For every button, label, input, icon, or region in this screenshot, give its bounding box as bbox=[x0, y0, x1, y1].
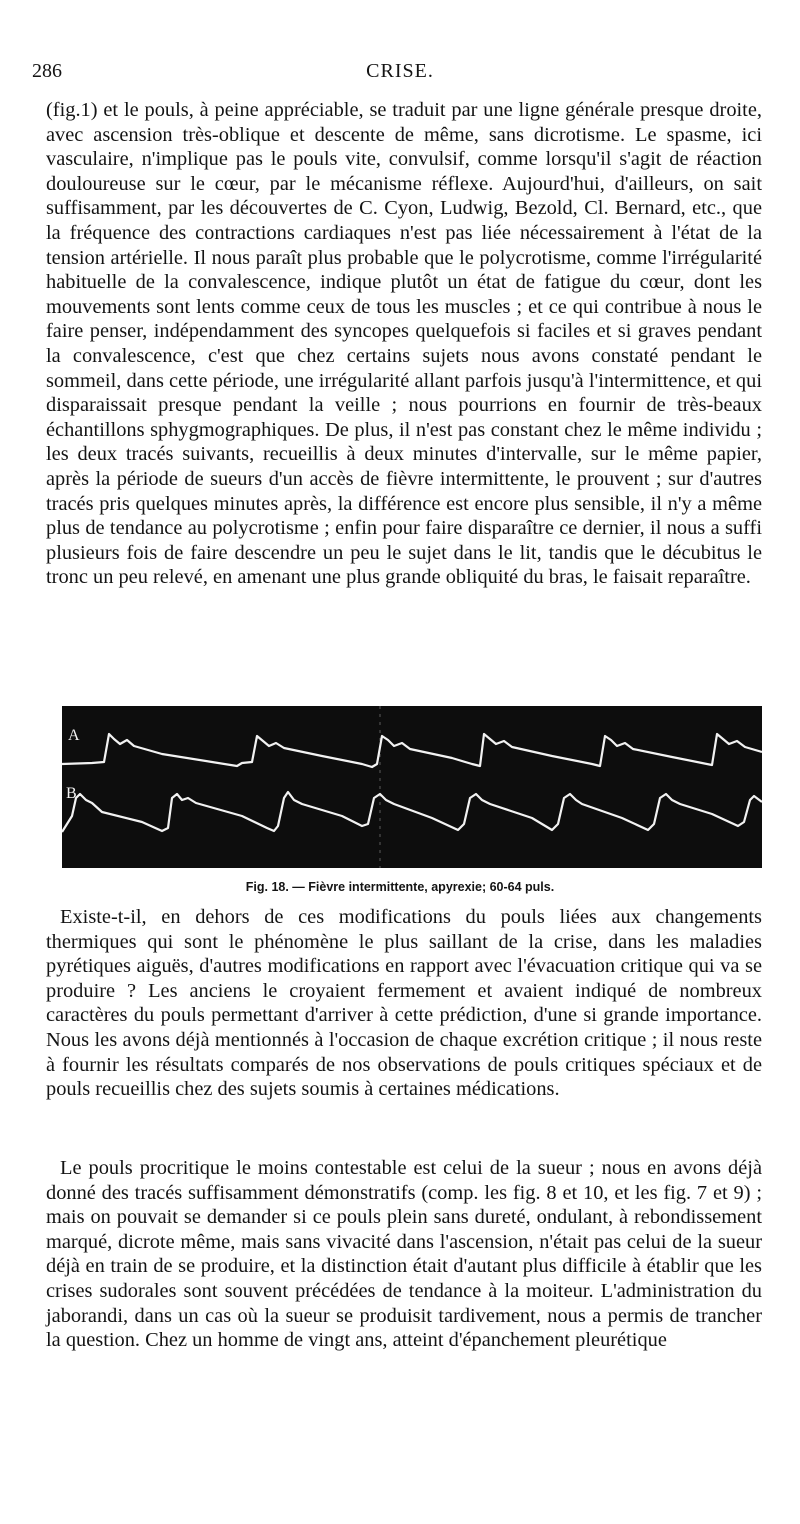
pulse-tracing-a bbox=[62, 734, 762, 767]
sphygmograph-tracings bbox=[62, 706, 762, 868]
running-head: CRISE. bbox=[366, 60, 434, 82]
tracing-a-label: A bbox=[68, 727, 80, 744]
page-number: 286 bbox=[32, 60, 62, 82]
paragraph-1: (fig.1) et le pouls, à peine appréciable, se traduit par une ligne générale presque droite, avec ascension très-oblique et descente de même, sans dicrotisme. Le spasme, ici vasculaire, n'implique pas le pouls vite, convulsif, comme lorsqu'il s'agit de réaction douloureuse sur le cœur, par le mécanisme réflexe. Aujourd'hui, d'ailleurs, on sait suffisamment, par les découvertes de C. Cyon, Ludwig, Bezold, Cl. Bernard, etc., que la fréquence des contractions cardiaques n'est pas liée nécessairement à l'état de la tension artérielle. Il nous paraît plus probable que le polycrotisme, comme l'irrégularité habituelle de la convalescence, indique plutôt un état de fatigue du cœur, dont les mouvements sont lents comme ceux de tous les muscles ; et ce qui contribue à nous le faire penser, indépendamment des syncopes quelquefois si faciles et si graves pendant la convalescence, c'est que chez certains sujets nous avons constaté pendant le sommeil, dans cette période, une irrégularité allant parfois jusqu'à l'intermittence, et qui disparaissait presque pendant la veille ; nous pourrions en fournir de très-beaux échantillons sphygmographiques. De plus, il n'est pas constant chez le même individu ; les deux tracés suivants, recueillis à deux minutes d'intervalle, sur le même papier, après la période de sueurs d'un accès de fièvre intermittente, le prouvent ; sur d'autres tracés pris quelques minutes après, la différence est encore plus sensible, il n'y a même plus de tendance au polycrotisme ; enfin pour faire disparaître ce dernier, il nous a suffi plusieurs fois de faire descendre un peu le sujet dans le lit, tandis que le décubitus le tronc un peu relevé, en amenant une plus grande obliquité du bras, le faisait reparaître. bbox=[46, 99, 762, 589]
paragraph-2: Existe-t-il, en dehors de ces modifications du pouls liées aux changements thermiques qui sont le phénomène le plus saillant de la crise, dans les maladies pyrétiques aiguës, d'autres modifications en rapport avec l'évacuation critique qui va se produire ? Les anciens le croyaient fermement et avaient indiqué de nombreux caractères du pouls permettant d'arriver à cette prédiction, d'une si grande importance. Nous les avons déjà mentionnés à l'occasion de chaque excrétion critique ; il nous reste à fournir les résultats comparés de nos observations de pouls critiques spéciaux et de pouls recueillis chez des sujets soumis à certaines médications. bbox=[46, 906, 762, 1101]
tracing-b-label: B bbox=[66, 785, 77, 802]
paragraph-3: Le pouls procritique le moins contestable est celui de la sueur ; nous en avons déjà donné des tracés suffisamment démonstratifs (comp. les fig. 8 et 10, et les fig. 7 et 9) ; mais on pouvait se demander si ce pouls plein sans dureté, ondulant, à rebondissement marqué, dicrote même, mais sans vivacité dans l'ascension, n'était pas celui de la sueur déjà en train de se produire, et la distinction était d'autant plus difficile à établir que les crises sudorales sont souvent précédées de tendance à la moiteur. L'administration du jaborandi, dans un cas où la sueur se produisit tardivement, nous a permis de trancher la question. Chez un homme de vingt ans, atteint d'épanchement pleurétique bbox=[46, 1157, 762, 1352]
pulse-tracing-b bbox=[62, 792, 762, 832]
sphygmograph-figure bbox=[62, 706, 762, 868]
page-header bbox=[32, 60, 768, 92]
figure-caption: Fig. 18. — Fièvre intermittente, apyrexie; 60-64 puls. bbox=[245, 880, 555, 894]
